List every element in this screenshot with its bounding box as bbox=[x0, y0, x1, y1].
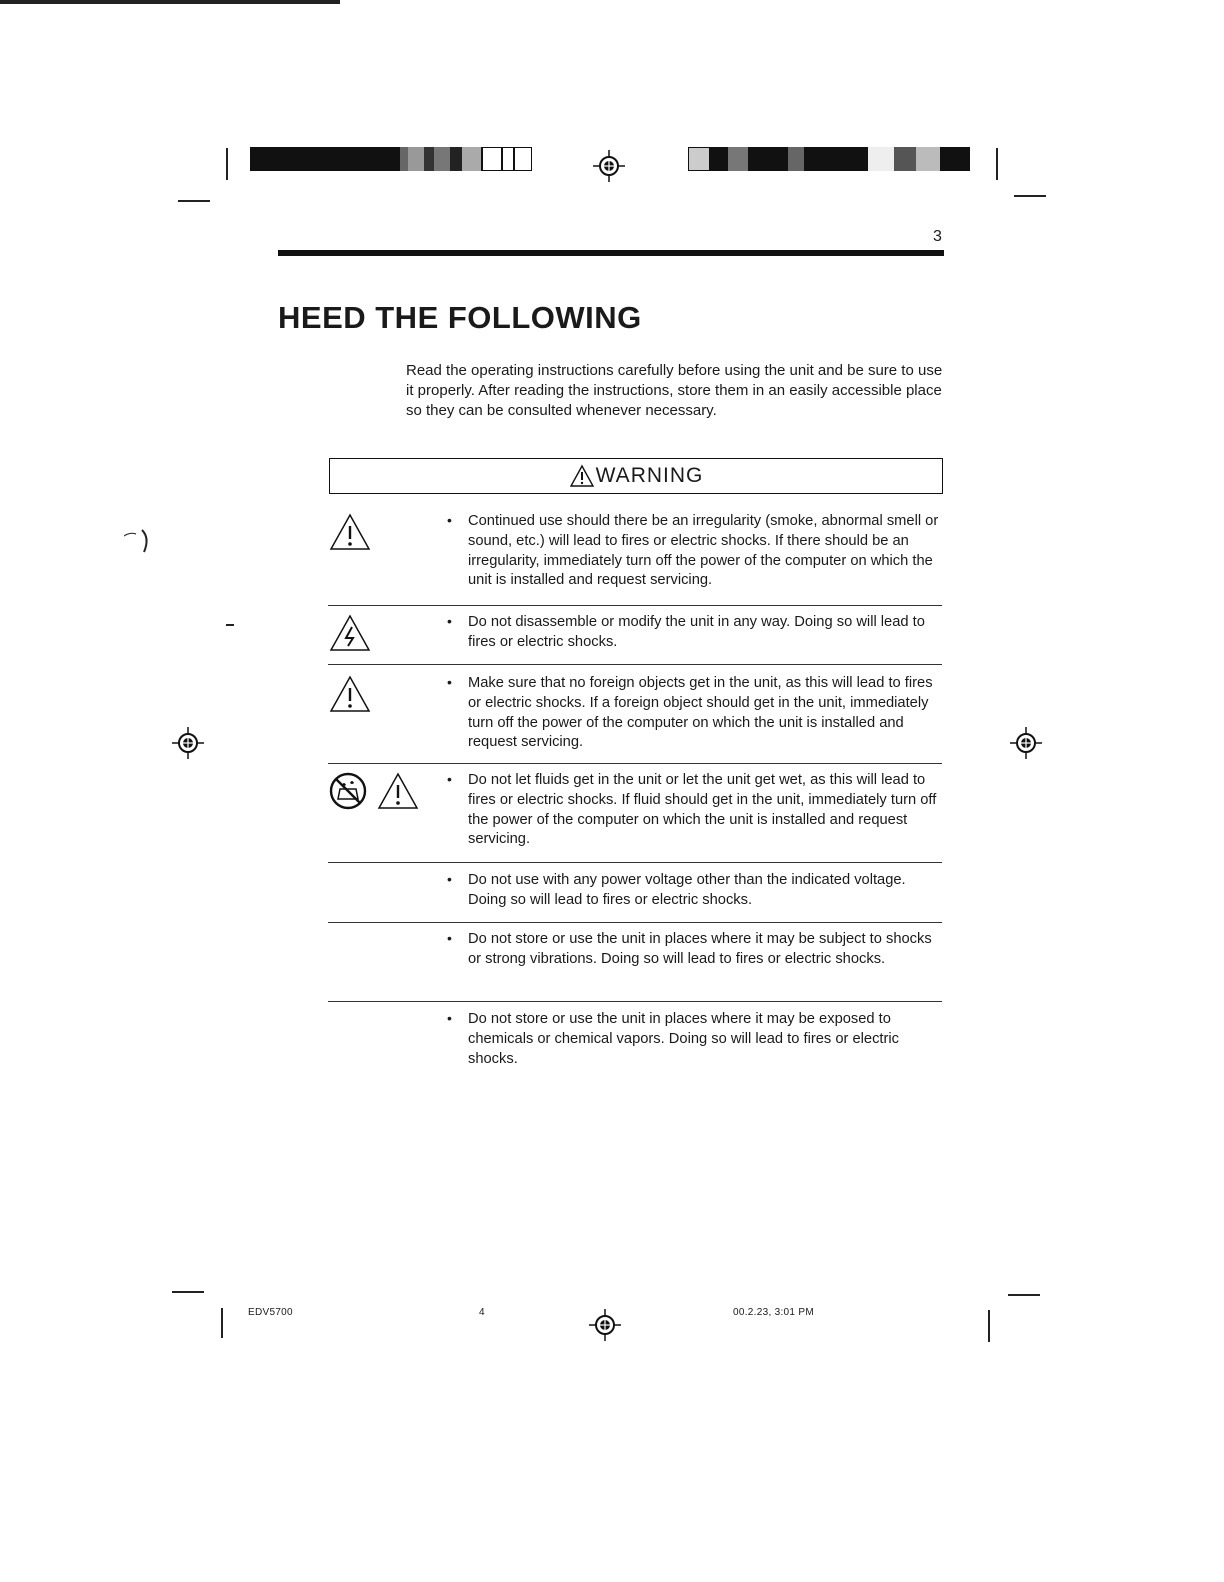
caution-triangle-icon bbox=[376, 771, 420, 811]
bullet-icon: • bbox=[447, 930, 452, 946]
bullet-icon: • bbox=[447, 771, 452, 787]
no-water-icon bbox=[328, 771, 368, 811]
color-registration-bar-right bbox=[688, 147, 970, 171]
footer-sheet-number: 4 bbox=[479, 1307, 485, 1318]
crop-mark bbox=[1014, 195, 1046, 197]
registration-crosshair-icon bbox=[1010, 727, 1042, 759]
crop-mark bbox=[1008, 1294, 1040, 1296]
electric-shock-triangle-icon bbox=[328, 613, 372, 653]
warning-item-text: Do not store or use the unit in places where it may be subject to shocks or strong vibrations. Doing so will lead to fires or electric shocks. bbox=[468, 931, 932, 967]
crop-mark bbox=[996, 148, 998, 180]
crop-mark bbox=[988, 1310, 990, 1342]
bullet-icon: • bbox=[447, 613, 452, 629]
crop-mark bbox=[178, 200, 210, 202]
crop-mark bbox=[221, 1308, 223, 1338]
crop-mark bbox=[226, 148, 228, 180]
registration-crosshair-icon bbox=[589, 1309, 621, 1341]
page-number: 3 bbox=[933, 228, 942, 245]
caution-triangle-icon bbox=[328, 674, 372, 714]
warning-item-text: Do not let fluids get in the unit or let the unit get wet, as this will lead to fires or electric shocks. If fluid should get in the unit, immediately turn off the power of the computer on which the unit is installed and request servicing. bbox=[468, 772, 937, 848]
warning-item bbox=[328, 674, 942, 764]
intro-paragraph: Read the operating instructions carefully before using the unit and be sure to use it properly. After reading the instructions, store them in an easily accessible place so they can be consulted whenever necessary. bbox=[406, 362, 943, 419]
warning-item-icons bbox=[328, 512, 372, 552]
warning-item bbox=[328, 512, 942, 606]
warning-label: WARNING bbox=[595, 464, 704, 487]
warning-item-icons bbox=[328, 674, 372, 714]
scan-artifact bbox=[124, 528, 152, 554]
bullet-icon: • bbox=[447, 512, 452, 528]
warning-item-text: Continued use should there be an irregularity (smoke, abnormal smell or sound, etc.) will lead to fires or electric shocks. If there should be an irregularity, immediately turn off the power of the computer on which the unit is installed and request servicing. bbox=[468, 513, 939, 589]
bullet-icon: • bbox=[447, 674, 452, 690]
bullet-icon: • bbox=[447, 871, 452, 887]
registration-crosshair-icon bbox=[593, 150, 625, 182]
warning-item-text: Do not disassemble or modify the unit in any way. Doing so will lead to fires or electric shocks. bbox=[468, 614, 925, 650]
warning-banner bbox=[329, 458, 943, 494]
color-registration-bar-left bbox=[250, 147, 532, 171]
warning-item-text: Make sure that no foreign objects get in the unit, as this will lead to fires or electric shocks. If a foreign object should get in the unit, immediately turn off the power of the computer on which the unit is installed and request servicing. bbox=[468, 675, 933, 751]
warning-item bbox=[328, 613, 942, 665]
registration-crosshair-icon bbox=[172, 727, 204, 759]
warning-item bbox=[328, 771, 942, 863]
crop-mark bbox=[226, 624, 234, 626]
warning-item-icons bbox=[328, 771, 420, 811]
scan-top-edge-line bbox=[0, 0, 340, 4]
warning-triangle-icon bbox=[569, 464, 595, 488]
footer-model: EDV5700 bbox=[248, 1307, 293, 1318]
warning-item-icons bbox=[328, 613, 372, 653]
warning-item bbox=[328, 1010, 942, 1076]
warning-item-text: Do not use with any power voltage other than the indicated voltage. Doing so will lead to fires or electric shocks. bbox=[468, 872, 906, 908]
footer-timestamp: 00.2.23, 3:01 PM bbox=[733, 1307, 814, 1318]
page-title: HEED THE FOLLOWING bbox=[278, 300, 642, 335]
header-rule bbox=[278, 250, 944, 256]
warning-item-text: Do not store or use the unit in places where it may be exposed to chemicals or chemical vapors. Doing so will lead to fires or electric shocks. bbox=[468, 1011, 899, 1067]
warning-item bbox=[328, 930, 942, 1002]
caution-triangle-icon bbox=[328, 512, 372, 552]
bullet-icon: • bbox=[447, 1010, 452, 1026]
crop-mark bbox=[172, 1291, 204, 1293]
warning-item bbox=[328, 871, 942, 923]
